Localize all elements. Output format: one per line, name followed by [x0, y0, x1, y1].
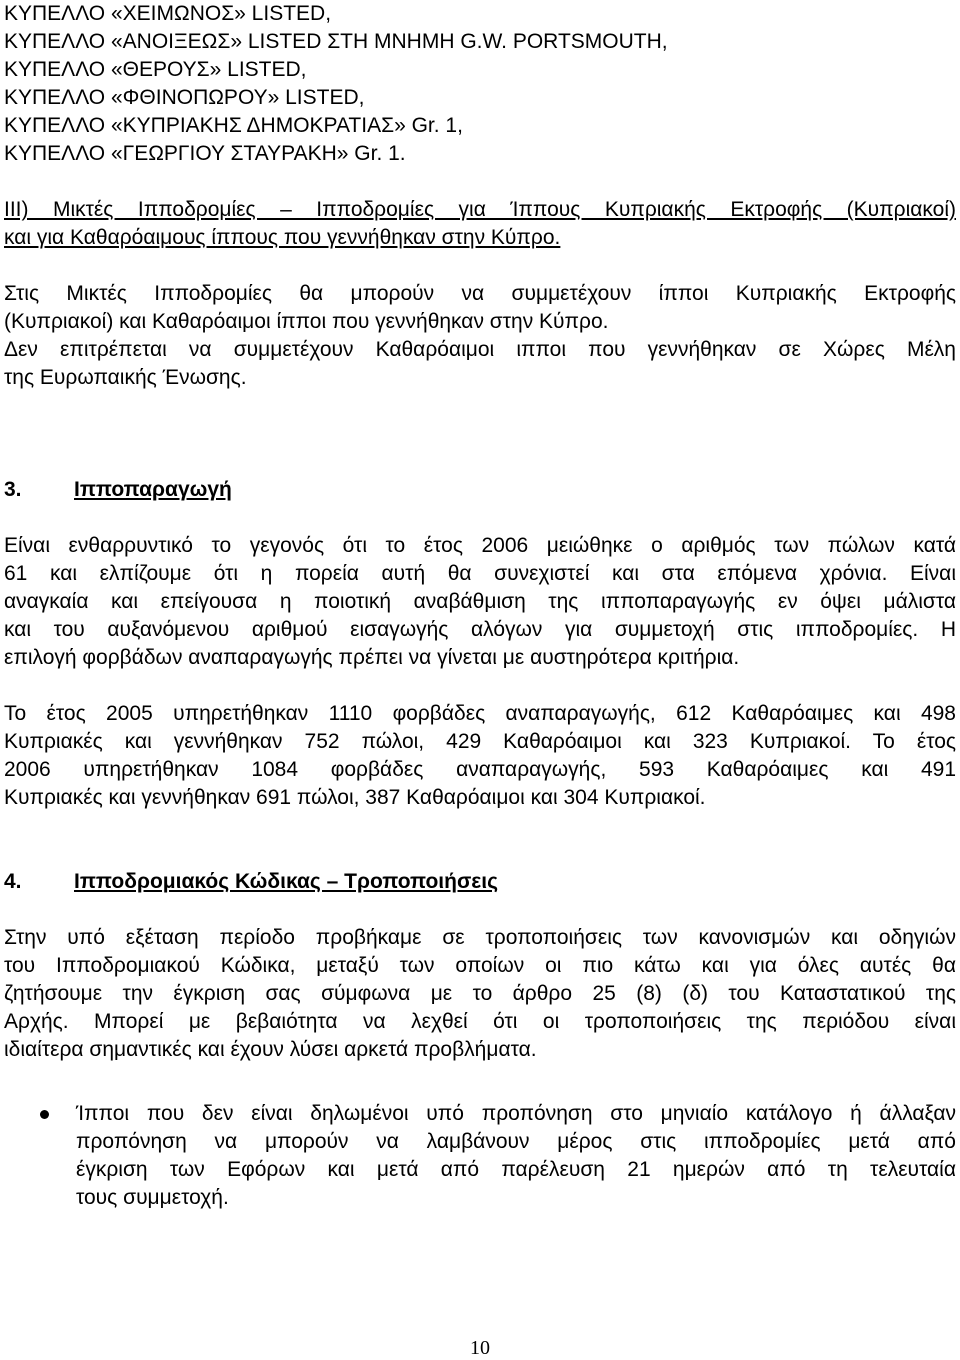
section-4-title: Ιπποδρομιακός Κώδικας – Τροποποιήσεις — [74, 870, 499, 893]
section-3-number: 3. — [4, 478, 22, 501]
section-4-paragraph-line: ιδιαίτερα σημαντικές και έχουν λύσει αρκετά προβλήματα. — [4, 1038, 537, 1061]
cup-list-line: ΚΥΠΕΛΛΟ «ΓΕΩΡΓΙΟΥ ΣΤΑΥΡΑΚΗ» Gr. 1. — [4, 142, 406, 165]
section-iii-paragraph-line: (Κυπριακοί) και Καθαρόαιμοι ίπποι που γεννήθηκαν στην Κύπρο. — [4, 310, 609, 333]
section-4-paragraph-line: Στην υπό εξέταση περίοδο προβήκαμε σε τροποποιήσεις των κανονισμών και οδηγιών — [4, 926, 956, 949]
section-4-heading — [4, 868, 498, 896]
section-iii-heading-line: και για Καθαρόαιμους ίππους που γεννήθηκαν στην Κύπρο. — [4, 226, 561, 249]
section-4-paragraph-line: Αρχής. Μπορεί με βεβαιότητα να λεχθεί ότι οι τροποποιήσεις της περιόδου είναι — [4, 1010, 956, 1033]
section-iii-paragraph-line: Δεν επιτρέπεται να συμμετέχουν Καθαρόαιμοι ιπποι που γεννήθηκαν σε Χώρες Μέλη — [4, 338, 956, 361]
bullet-icon — [40, 1110, 49, 1119]
page-number: 10 — [470, 1337, 490, 1359]
cup-list-line: ΚΥΠΕΛΛΟ «ΚΥΠΡΙΑΚΗΣ ΔΗΜΟΚΡΑΤΙΑΣ» Gr. 1, — [4, 114, 463, 137]
section-3-title: Ιπποπαραγωγή — [74, 478, 232, 501]
section-iii-paragraph-line: Στις Μικτές Ιπποδρομίες θα μπορούν να συμμετέχουν ίπποι Κυπριακής Εκτροφής — [4, 282, 956, 305]
cup-list-line: ΚΥΠΕΛΛΟ «ΦΘΙΝΟΠΩΡΟΥ» LISTED, — [4, 86, 365, 109]
section-3-paragraph1-line: αναγκαία και επείγουσα η ποιοτική αναβάθμιση της ιπποπαραγωγής εν όψει μάλιστα — [4, 590, 956, 613]
cup-list-line: ΚΥΠΕΛΛΟ «ΘΕΡΟΥΣ» LISTED, — [4, 58, 307, 81]
section-3-paragraph1-line: 61 και ελπίζουμε ότι η πορεία αυτή θα συνεχιστεί και στα επόμενα χρόνια. Είναι — [4, 562, 956, 585]
section-3-paragraph2-line: Κυπριακές και γεννήθηκαν 752 πώλοι, 429 Καθαρόαιμοι και 323 Κυπριακοί. Το έτος — [4, 730, 956, 753]
section-iii-heading-line: ΙΙΙ) Μικτές Ιπποδρομίες – Ιπποδρομίες για Ίππους Κυπριακής Εκτροφής (Κυπριακοί) — [4, 198, 956, 221]
section-3-paragraph1-line: και του αυξανόμενου αριθμού εισαγωγής αλόγων για συμμετοχή στις ιπποδρομίες. Η — [4, 618, 956, 641]
section-3-heading — [4, 476, 232, 504]
bullet-item-line: τους συμμετοχή. — [76, 1186, 229, 1209]
section-iii-paragraph-line: της Ευρωπαικής Ένωσης. — [4, 366, 247, 389]
section-4-paragraph-line: του Ιπποδρομιακού Κώδικα, μεταξύ των οποίων οι πιο κάτω και για όλες αυτές θα — [4, 954, 956, 977]
section-4-paragraph-line: ζητήσουμε την έγκριση σας σύμφωνα με το άρθρο 25 (8) (δ) του Καταστατικού της — [4, 982, 956, 1005]
section-3-paragraph2-line: Το έτος 2005 υπηρετήθηκαν 1110 φορβάδες αναπαραγωγής, 612 Καθαρόαιμες και 498 — [4, 702, 956, 725]
section-3-paragraph1-line: επιλογή φορβάδων αναπαραγωγής πρέπει να γίνεται με αυστηρότερα κριτήρια. — [4, 646, 740, 669]
section-4-number: 4. — [4, 870, 22, 893]
bullet-item-line: προπόνηση να μπορούν να λαμβάνουν μέρος στις ιπποδρομίες μετά από — [76, 1130, 956, 1153]
section-3-paragraph2-line: Κυπριακές και γεννήθηκαν 691 πώλοι, 387 Καθαρόαιμοι και 304 Κυπριακοί. — [4, 786, 706, 809]
cup-list-line: ΚΥΠΕΛΛΟ «ΑΝΟΙΞΕΩΣ» LISTED ΣΤΗ ΜΝΗΜΗ G.W. PORTSMOUTH, — [4, 30, 668, 53]
cup-list-line: ΚΥΠΕΛΛΟ «ΧΕΙΜΩΝΟΣ» LISTED, — [4, 2, 332, 25]
bullet-item-line: έγκριση των Εφόρων και μετά από παρέλευση 21 ημερών από τη τελευταία — [76, 1158, 956, 1181]
section-3-paragraph1-line: Είναι ενθαρρυντικό το γεγονός ότι το έτος 2006 μειώθηκε ο αριθμός των πώλων κατά — [4, 534, 956, 557]
section-3-paragraph2-line: 2006 υπηρετήθηκαν 1084 φορβάδες αναπαραγωγής, 593 Καθαρόαιμες και 491 — [4, 758, 956, 781]
bullet-item-line: Ίπποι που δεν είναι δηλωμένοι υπό προπόνηση στο μηνιαίο κατάλογο ή άλλαξαν — [76, 1102, 956, 1125]
